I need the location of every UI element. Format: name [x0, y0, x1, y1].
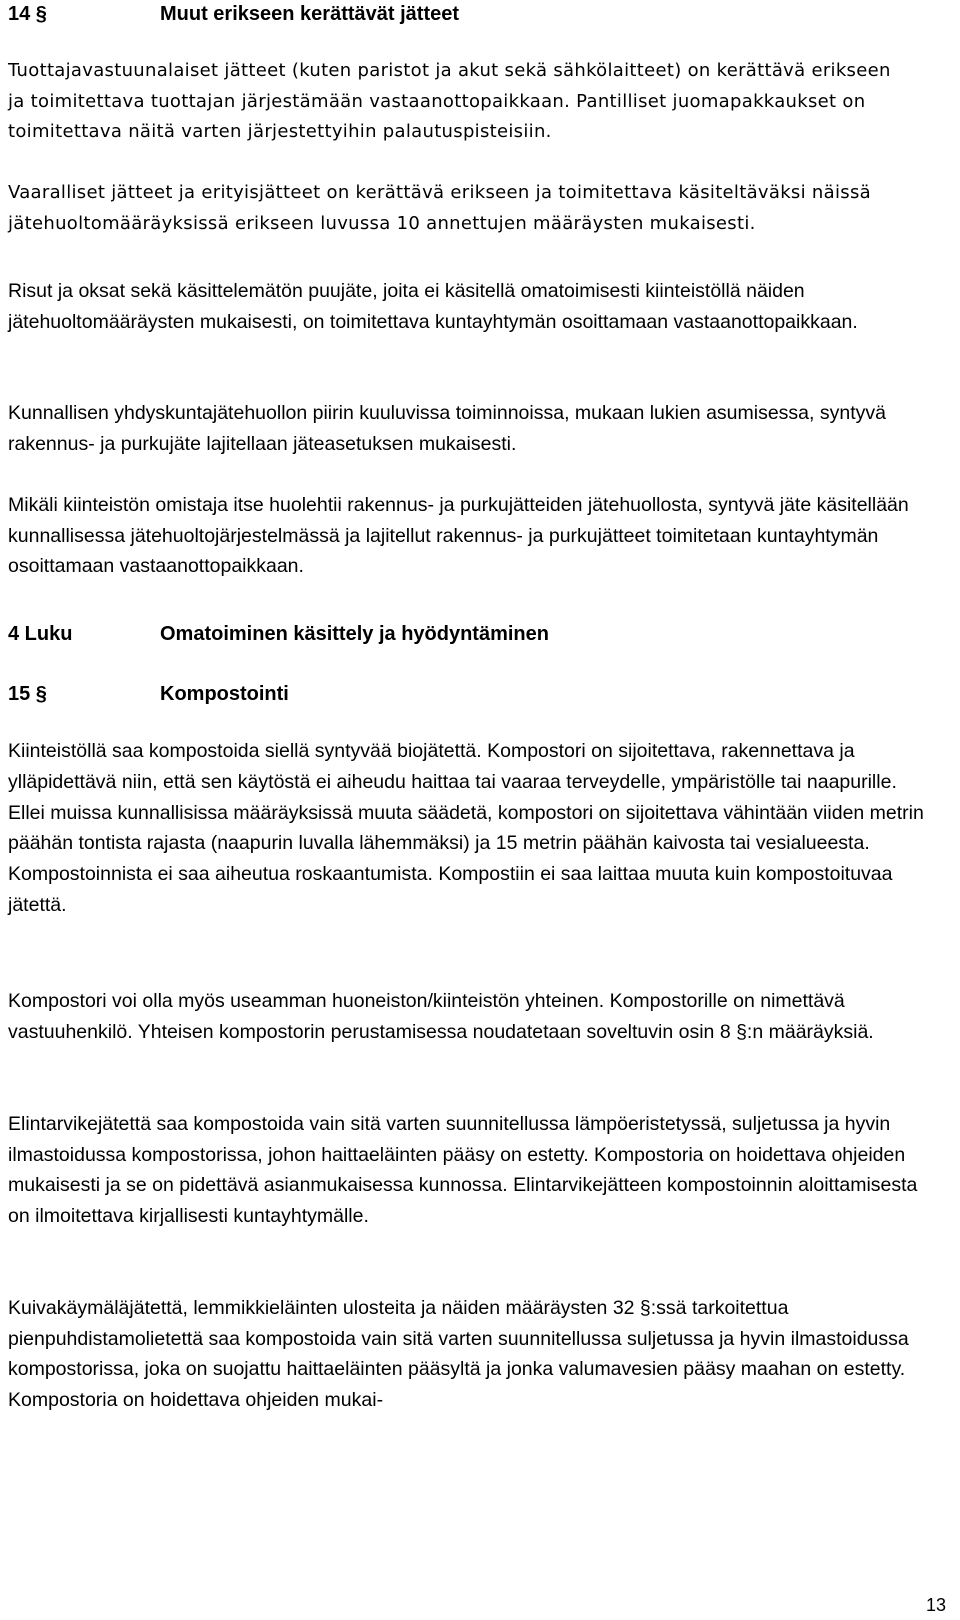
- section-title: Kompostointi: [160, 683, 289, 705]
- chapter-title: Omatoiminen käsittely ja hyödyntäminen: [160, 623, 549, 645]
- paragraph: Kiinteistöllä saa kompostoida siellä syntyvää biojätettä. Kompostori on sijoitettava, rakennettava ja ylläpidettävä niin, että sen käytöstä ei aiheudu haittaa tai vaaraa terveydelle, ympäristölle tai naapurille. Ellei muissa kunnallisissa määräyksissä muuta säädetä, kompostori on sijoitettava vähintään viiden metrin päähän tontista rajasta (naapurin luvalla lähemmäksi) ja 15 metrin päähän kaivosta tai vesialueesta. Kompostoinnista ei saa aiheutua roskaantumista. Kompostiin ei saa laittaa muuta kuin kompostoituvaa jätettä.: [8, 740, 924, 916]
- paragraph: Vaaralliset jätteet ja erityisjätteet on kerättävä erikseen ja toimitettava käsiteltäväksi näissä jätehuoltomääräyksissä erikseen luvussa 10 annettujen määräysten mukaisesti.: [8, 182, 871, 234]
- paragraph: Tuottajavastuunalaiset jätteet (kuten paristot ja akut sekä sähkölaitteet) on kerättävä erikseen ja toimitettava tuottajan järjestämään vastaanottopaikkaan. Pantilliset juomapakkaukset on toimitettava näitä varten järjestettyihin palautuspisteisiin.: [8, 60, 891, 142]
- paragraph: Kuivakäymäläjätettä, lemmikkieläinten ulosteita ja näiden määräysten 32 §:ssä tarkoitettua pienpuhdistamolietettä saa kompostoida vain sitä varten suunnitellussa suljetussa ja hyvin ilmastoidussa kompostorissa, joka on suojattu haittaeläinten pääsyltä ja jonka valumavesien pääsy maahan on estetty. Kompostoria on hoidettava ohjeiden mukai-: [8, 1297, 909, 1411]
- paragraph: Kunnallisen yhdyskuntajätehuollon piirin kuuluvissa toiminnoissa, mukaan lukien asumisessa, syntyvä rakennus- ja purkujäte lajitellaan jäteasetuksen mukaisesti.: [8, 402, 886, 455]
- section-number: 14 §: [8, 3, 47, 25]
- section-title: Muut erikseen kerättävät jätteet: [160, 3, 460, 25]
- paragraph: Kompostori voi olla myös useamman huoneiston/kiinteistön yhteinen. Kompostorille on nimettävä vastuuhenkilö. Yhteisen kompostorin perustamisessa noudatetaan soveltuvin osin 8 §:n määräyksiä.: [8, 990, 874, 1043]
- paragraph: Elintarvikejätettä saa kompostoida vain sitä varten suunnitellussa lämpöeristetyssä, suljetussa ja hyvin ilmastoidussa kompostorissa, johon haittaeläinten pääsy on estetty. Kompostoria on hoidettava ohjeiden mukaisesti ja se on pidettävä asianmukaisessa kunnossa. Elintarvikejätteen kompostoinnin aloittamisesta on ilmoitettava kirjallisesti kuntayhtymälle.: [8, 1113, 918, 1227]
- section-number: 15 §: [8, 683, 47, 705]
- chapter-4-heading: [8, 622, 549, 646]
- paragraph: Mikäli kiinteistön omistaja itse huolehtii rakennus- ja purkujätteiden jätehuollosta, syntyvä jäte käsitellään kunnallisessa jätehuoltojärjestelmässä ja lajitellut rakennus- ja purkujätteet toimitetaan kuntayhtymän osoittamaan vastaanottopaikkaan.: [8, 494, 909, 577]
- page-number: 13: [925, 1595, 946, 1615]
- chapter-number: 4 Luku: [8, 623, 73, 645]
- section-14-heading: [8, 2, 459, 26]
- paragraph: Risut ja oksat sekä käsittelemätön puujäte, joita ei käsitellä omatoimisesti kiinteistöllä näiden jätehuoltomääräysten mukaisesti, on toimitettava kuntayhtymän osoittamaan vastaanottopaikkaan.: [8, 280, 858, 333]
- section-15-heading: [8, 682, 289, 706]
